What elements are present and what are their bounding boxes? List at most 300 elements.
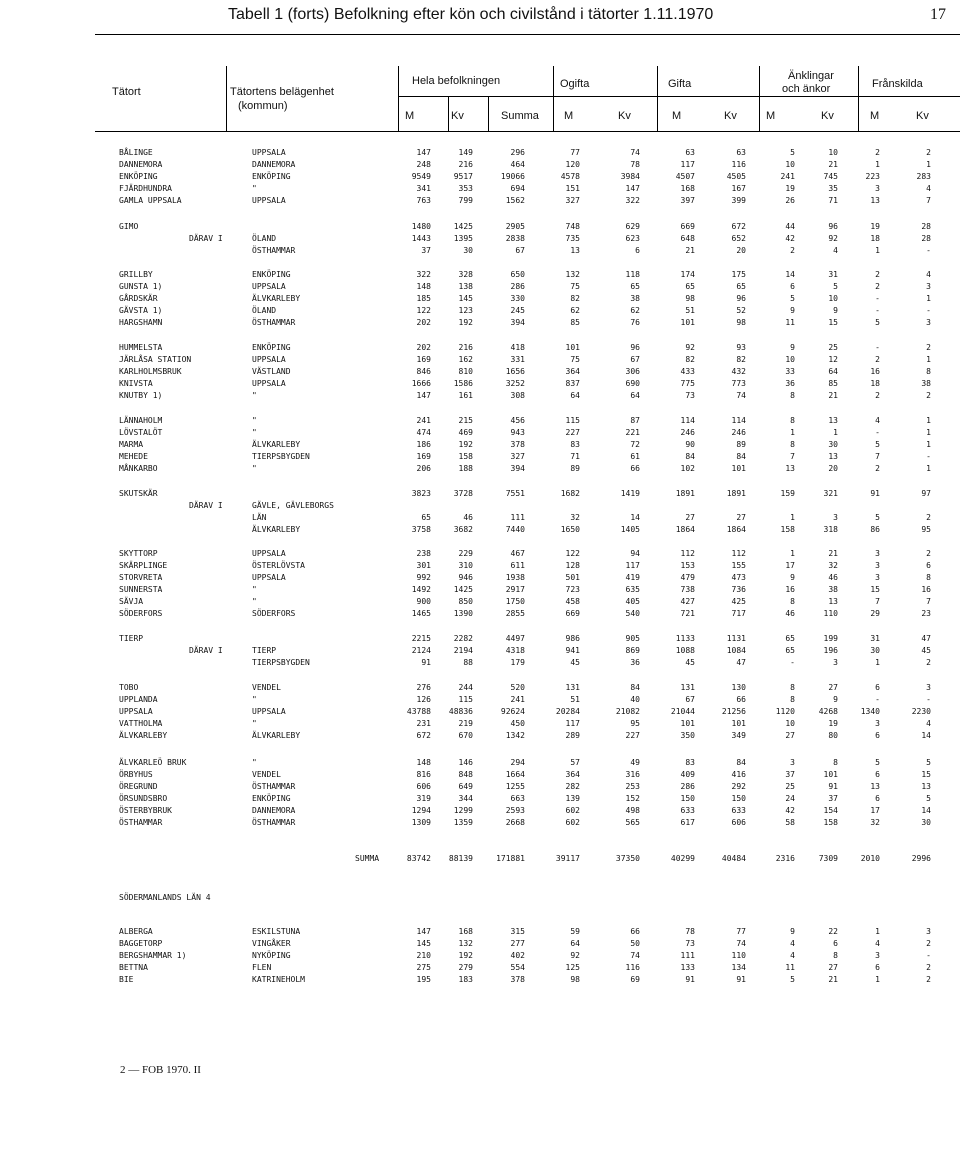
value-cell: 29 xyxy=(870,609,880,618)
value-cell: 50 xyxy=(630,939,640,948)
value-cell: 245 xyxy=(510,306,525,315)
kommun-name: KATRINEHOLM xyxy=(252,975,305,984)
value-cell: 96 xyxy=(736,294,746,303)
value-cell: 111 xyxy=(510,513,525,522)
value-cell: - xyxy=(926,306,931,315)
value-cell: 12 xyxy=(828,355,838,364)
value-cell: 219 xyxy=(458,719,473,728)
value-cell: 92 xyxy=(685,343,695,352)
table-row xyxy=(0,817,960,828)
value-cell: 27 xyxy=(828,963,838,972)
value-cell: 1891 xyxy=(675,489,695,498)
value-cell: 748 xyxy=(565,222,580,231)
value-cell: 652 xyxy=(731,234,746,243)
value-cell: 66 xyxy=(630,927,640,936)
tatort-name: HARGSHAMN xyxy=(119,318,163,327)
value-cell: 25 xyxy=(785,782,795,791)
value-cell: 9 xyxy=(833,695,838,704)
value-cell: 229 xyxy=(458,549,473,558)
value-cell: 1084 xyxy=(726,646,746,655)
value-cell: 92 xyxy=(828,234,838,243)
table-row xyxy=(0,147,960,158)
value-cell: 282 xyxy=(565,782,580,791)
tatort-name: TOBO xyxy=(119,683,139,692)
value-cell: 5 xyxy=(875,758,880,767)
value-cell: 322 xyxy=(625,196,640,205)
value-cell: 4 xyxy=(926,270,931,279)
value-cell: 91 xyxy=(736,975,746,984)
value-cell: 147 xyxy=(416,391,431,400)
table-row xyxy=(0,769,960,780)
value-cell: 1 xyxy=(790,513,795,522)
kommun-name: " xyxy=(252,719,257,728)
table-row xyxy=(0,645,960,656)
value-cell: 16 xyxy=(785,585,795,594)
value-cell: 168 xyxy=(680,184,695,193)
tatort-name: HUMMELSTA xyxy=(119,343,163,352)
value-cell: 10 xyxy=(785,160,795,169)
value-cell: 32 xyxy=(870,818,880,827)
value-cell: 1492 xyxy=(411,585,431,594)
value-cell: 2668 xyxy=(505,818,525,827)
value-cell: 301 xyxy=(416,561,431,570)
value-cell: 38 xyxy=(630,294,640,303)
value-cell: 10 xyxy=(785,719,795,728)
value-cell: 8 xyxy=(790,440,795,449)
value-cell: 248 xyxy=(416,160,431,169)
value-cell: 1 xyxy=(926,160,931,169)
kommun-name: " xyxy=(252,597,257,606)
table-row xyxy=(0,892,960,903)
value-cell: 117 xyxy=(680,160,695,169)
value-cell: 13 xyxy=(921,782,931,791)
kommun-name: SUMMA xyxy=(355,854,380,863)
value-cell: 75 xyxy=(570,282,580,291)
value-cell: 216 xyxy=(458,343,473,352)
tatort-name: ALBERGA xyxy=(119,927,153,936)
value-cell: 1131 xyxy=(726,634,746,643)
value-cell: 723 xyxy=(565,585,580,594)
kommun-name: UPPSALA xyxy=(252,707,286,716)
value-cell: 5 xyxy=(790,975,795,984)
value-cell: 349 xyxy=(731,731,746,740)
value-cell: 606 xyxy=(416,782,431,791)
value-cell: 38 xyxy=(828,585,838,594)
value-cell: 227 xyxy=(625,731,640,740)
value-cell: 92 xyxy=(570,951,580,960)
table-row xyxy=(0,781,960,792)
value-cell: 799 xyxy=(458,196,473,205)
value-cell: 91 xyxy=(870,489,880,498)
table-row xyxy=(0,427,960,438)
value-cell: 19066 xyxy=(500,172,525,181)
value-cell: 149 xyxy=(458,148,473,157)
value-cell: 58 xyxy=(785,818,795,827)
value-cell: 216 xyxy=(458,160,473,169)
value-cell: 1425 xyxy=(453,222,473,231)
value-cell: 837 xyxy=(565,379,580,388)
table-row xyxy=(0,926,960,937)
value-cell: 101 xyxy=(680,318,695,327)
value-cell: 27 xyxy=(685,513,695,522)
value-cell: 20 xyxy=(736,246,746,255)
value-cell: 227 xyxy=(565,428,580,437)
value-cell: 148 xyxy=(416,282,431,291)
tatort-name: GÄVSTA 1) xyxy=(119,306,163,315)
value-cell: 147 xyxy=(416,148,431,157)
value-cell: 2917 xyxy=(505,585,525,594)
kommun-name: ÖSTERLÖVSTA xyxy=(252,561,305,570)
value-cell: 7 xyxy=(875,452,880,461)
tatort-name: MARMA xyxy=(119,440,144,449)
value-cell: 161 xyxy=(458,391,473,400)
value-cell: 123 xyxy=(458,306,473,315)
tatort-name: BAGGETORP xyxy=(119,939,163,948)
value-cell: 134 xyxy=(731,963,746,972)
value-cell: 174 xyxy=(680,270,695,279)
table-row xyxy=(0,560,960,571)
header-col-divider xyxy=(858,66,859,131)
value-cell: 669 xyxy=(680,222,695,231)
value-cell: 21044 xyxy=(670,707,695,716)
kommun-name: TIERP xyxy=(252,646,277,655)
value-cell: 102 xyxy=(680,464,695,473)
table-row xyxy=(0,572,960,583)
tatort-name: STORVRETA xyxy=(119,573,163,582)
value-cell: 52 xyxy=(736,306,746,315)
kommun-name: ENKÖPING xyxy=(252,172,291,181)
value-cell: 905 xyxy=(625,634,640,643)
header-sub-label: M xyxy=(672,110,682,122)
value-cell: - xyxy=(926,452,931,461)
value-cell: 66 xyxy=(630,464,640,473)
value-cell: 91 xyxy=(421,658,431,667)
tatort-name: KARLHOLMSBRUK xyxy=(119,367,182,376)
table-row xyxy=(0,608,960,619)
value-cell: 2593 xyxy=(505,806,525,815)
value-cell: 175 xyxy=(731,270,746,279)
value-cell: 3758 xyxy=(411,525,431,534)
kommun-name: ÄLVKARLEBY xyxy=(252,440,301,449)
value-cell: 43788 xyxy=(406,707,431,716)
value-cell: 147 xyxy=(416,927,431,936)
value-cell: 5 xyxy=(875,318,880,327)
value-cell: 59 xyxy=(570,927,580,936)
value-cell: 40 xyxy=(630,695,640,704)
value-cell: 192 xyxy=(458,951,473,960)
value-cell: 89 xyxy=(736,440,746,449)
value-cell: 1133 xyxy=(675,634,695,643)
value-cell: 37 xyxy=(421,246,431,255)
value-cell: 869 xyxy=(625,646,640,655)
tatort-name: BERGSHAMMAR 1) xyxy=(119,951,187,960)
table-row xyxy=(0,974,960,985)
value-cell: 1650 xyxy=(560,525,580,534)
value-cell: 611 xyxy=(510,561,525,570)
darav-label: DÄRAV I xyxy=(189,501,223,510)
value-cell: 71 xyxy=(828,196,838,205)
value-cell: 21256 xyxy=(721,707,746,716)
value-cell: - xyxy=(875,294,880,303)
value-cell: 1938 xyxy=(505,573,525,582)
value-cell: 4 xyxy=(926,719,931,728)
value-cell: 110 xyxy=(731,951,746,960)
value-cell: 148 xyxy=(416,758,431,767)
value-cell: 943 xyxy=(510,428,525,437)
value-cell: 327 xyxy=(565,196,580,205)
tatort-name: SKYTTORP xyxy=(119,549,158,558)
table-row xyxy=(0,171,960,182)
value-cell: 3823 xyxy=(411,489,431,498)
value-cell: 101 xyxy=(680,719,695,728)
value-cell: 192 xyxy=(458,440,473,449)
kommun-name: " xyxy=(252,695,257,704)
value-cell: - xyxy=(926,246,931,255)
value-cell: 2194 xyxy=(453,646,473,655)
value-cell: 45 xyxy=(921,646,931,655)
table-row xyxy=(0,633,960,644)
tatort-name: LÖVSTALÖT xyxy=(119,428,163,437)
kommun-name: UPPSALA xyxy=(252,148,286,157)
value-cell: 186 xyxy=(416,440,431,449)
value-cell: 241 xyxy=(510,695,525,704)
table-row xyxy=(0,245,960,256)
value-cell: 672 xyxy=(731,222,746,231)
value-cell: 2 xyxy=(926,975,931,984)
value-cell: 1340 xyxy=(860,707,880,716)
value-cell: 101 xyxy=(731,719,746,728)
value-cell: 21082 xyxy=(615,707,640,716)
value-cell: 479 xyxy=(680,573,695,582)
value-cell: 40484 xyxy=(721,854,746,863)
kommun-name: " xyxy=(252,464,257,473)
value-cell: 101 xyxy=(731,464,746,473)
value-cell: 88 xyxy=(463,658,473,667)
kommun-name: ÖSTHAMMAR xyxy=(252,782,296,791)
value-cell: 402 xyxy=(510,951,525,960)
darav-label: DÄRAV I xyxy=(189,234,223,243)
tatort-name: GAMLA UPPSALA xyxy=(119,196,182,205)
header-sub-divider xyxy=(448,97,449,131)
value-cell: 3252 xyxy=(505,379,525,388)
value-cell: 85 xyxy=(570,318,580,327)
value-cell: 16 xyxy=(870,367,880,376)
value-cell: 1 xyxy=(875,160,880,169)
value-cell: 13 xyxy=(870,782,880,791)
table-row xyxy=(0,694,960,705)
value-cell: 27 xyxy=(828,683,838,692)
value-cell: 221 xyxy=(625,428,640,437)
value-cell: 202 xyxy=(416,318,431,327)
value-cell: 11 xyxy=(785,963,795,972)
kommun-name: ÄLVKARLEBY xyxy=(252,731,301,740)
value-cell: 159 xyxy=(780,489,795,498)
value-cell: 192 xyxy=(458,318,473,327)
value-cell: 316 xyxy=(625,770,640,779)
value-cell: 277 xyxy=(510,939,525,948)
value-cell: 37350 xyxy=(615,854,640,863)
kommun-name: UPPSALA xyxy=(252,573,286,582)
value-cell: 4 xyxy=(833,246,838,255)
value-cell: 40299 xyxy=(670,854,695,863)
kommun-name: ENKÖPING xyxy=(252,794,291,803)
value-cell: 306 xyxy=(625,367,640,376)
tatort-name: VATTHOLMA xyxy=(119,719,163,728)
value-cell: 2905 xyxy=(505,222,525,231)
value-cell: 125 xyxy=(565,963,580,972)
value-cell: 1480 xyxy=(411,222,431,231)
value-cell: 17 xyxy=(785,561,795,570)
tatort-name: KNUTBY 1) xyxy=(119,391,163,400)
value-cell: 37 xyxy=(828,794,838,803)
value-cell: 74 xyxy=(630,148,640,157)
value-cell: 4 xyxy=(875,416,880,425)
value-cell: 419 xyxy=(625,573,640,582)
value-cell: 171881 xyxy=(496,854,525,863)
value-cell: 206 xyxy=(416,464,431,473)
value-cell: 167 xyxy=(731,184,746,193)
value-cell: - xyxy=(875,695,880,704)
kommun-name: GÄVLE, GÄVLEBORGS xyxy=(252,501,334,510)
value-cell: 21 xyxy=(828,160,838,169)
value-cell: 26 xyxy=(785,196,795,205)
value-cell: 308 xyxy=(510,391,525,400)
value-cell: 18 xyxy=(870,234,880,243)
table-row xyxy=(0,657,960,668)
value-cell: 48836 xyxy=(448,707,473,716)
value-cell: 30 xyxy=(828,440,838,449)
value-cell: 3 xyxy=(926,927,931,936)
value-cell: 501 xyxy=(565,573,580,582)
value-cell: 473 xyxy=(731,573,746,582)
kommun-name: ÖSTHAMMAR xyxy=(252,246,296,255)
value-cell: 168 xyxy=(458,927,473,936)
value-cell: 9 xyxy=(790,306,795,315)
value-cell: 86 xyxy=(870,525,880,534)
value-cell: 286 xyxy=(680,782,695,791)
value-cell: 2 xyxy=(875,148,880,157)
value-cell: 18 xyxy=(870,379,880,388)
page-title: Tabell 1 (forts) Befolkning efter kön och civilstånd i tätorter 1.11.1970 xyxy=(228,6,714,23)
value-cell: 2996 xyxy=(911,854,931,863)
value-cell: 763 xyxy=(416,196,431,205)
value-cell: 2 xyxy=(790,246,795,255)
value-cell: 6 xyxy=(833,939,838,948)
value-cell: 8 xyxy=(790,695,795,704)
value-cell: 82 xyxy=(685,355,695,364)
value-cell: 946 xyxy=(458,573,473,582)
value-cell: 467 xyxy=(510,549,525,558)
value-cell: 62 xyxy=(570,306,580,315)
value-cell: 19 xyxy=(828,719,838,728)
value-cell: 7440 xyxy=(505,525,525,534)
tatort-name: MEHEDE xyxy=(119,452,148,461)
value-cell: 650 xyxy=(510,270,525,279)
value-cell: 1359 xyxy=(453,818,473,827)
value-cell: 31 xyxy=(828,270,838,279)
value-cell: 36 xyxy=(630,658,640,667)
value-cell: 145 xyxy=(458,294,473,303)
value-cell: 25 xyxy=(828,343,838,352)
value-cell: 3 xyxy=(875,184,880,193)
table-row xyxy=(0,805,960,816)
value-cell: 111 xyxy=(680,951,695,960)
value-cell: 94 xyxy=(630,549,640,558)
value-cell: 28 xyxy=(921,234,931,243)
value-cell: 2282 xyxy=(453,634,473,643)
value-cell: 7 xyxy=(790,452,795,461)
value-cell: 775 xyxy=(680,379,695,388)
value-cell: 77 xyxy=(570,148,580,157)
table-row xyxy=(0,596,960,607)
value-cell: 1664 xyxy=(505,770,525,779)
value-cell: 82 xyxy=(570,294,580,303)
value-cell: 670 xyxy=(458,731,473,740)
value-cell: 3 xyxy=(926,282,931,291)
header-hela: Hela befolkningen xyxy=(412,75,501,87)
value-cell: 196 xyxy=(823,646,838,655)
value-cell: 19 xyxy=(785,184,795,193)
table-row xyxy=(0,938,960,949)
tatort-name: SÖDERFORS xyxy=(119,609,163,618)
value-cell: 82 xyxy=(736,355,746,364)
value-cell: 3 xyxy=(833,513,838,522)
value-cell: 9 xyxy=(790,573,795,582)
value-cell: 64 xyxy=(630,391,640,400)
value-cell: 327 xyxy=(510,452,525,461)
header-col-divider xyxy=(398,66,399,131)
value-cell: 4268 xyxy=(818,707,838,716)
value-cell: 44 xyxy=(785,222,795,231)
value-cell: 74 xyxy=(736,939,746,948)
value-cell: 42 xyxy=(785,806,795,815)
value-cell: 2 xyxy=(926,513,931,522)
value-cell: 330 xyxy=(510,294,525,303)
table-row xyxy=(0,342,960,353)
value-cell: 5 xyxy=(875,440,880,449)
value-cell: 1666 xyxy=(411,379,431,388)
value-cell: 3 xyxy=(875,561,880,570)
value-cell: 15 xyxy=(921,770,931,779)
value-cell: 6 xyxy=(875,794,880,803)
header-sub-label: Summa xyxy=(501,110,539,122)
header-top-rule xyxy=(95,34,960,35)
value-cell: 672 xyxy=(416,731,431,740)
footer-note: 2 — FOB 1970. II xyxy=(120,1064,201,1076)
value-cell: 8 xyxy=(833,951,838,960)
value-cell: 690 xyxy=(625,379,640,388)
value-cell: 49 xyxy=(630,758,640,767)
value-cell: 77 xyxy=(736,927,746,936)
value-cell: 736 xyxy=(731,585,746,594)
value-cell: 126 xyxy=(416,695,431,704)
value-cell: 39117 xyxy=(555,854,580,863)
table-row xyxy=(0,718,960,729)
value-cell: 717 xyxy=(731,609,746,618)
value-cell: 19 xyxy=(870,222,880,231)
value-cell: 199 xyxy=(823,634,838,643)
value-cell: 21 xyxy=(828,549,838,558)
value-cell: 3 xyxy=(875,549,880,558)
kommun-name: ESKILSTUNA xyxy=(252,927,301,936)
value-cell: 450 xyxy=(510,719,525,728)
value-cell: 433 xyxy=(680,367,695,376)
table-row xyxy=(0,757,960,768)
value-cell: 3 xyxy=(833,658,838,667)
value-cell: 941 xyxy=(565,646,580,655)
header-belagenhet: Tätortens belägenhet xyxy=(230,86,334,98)
value-cell: 150 xyxy=(680,794,695,803)
